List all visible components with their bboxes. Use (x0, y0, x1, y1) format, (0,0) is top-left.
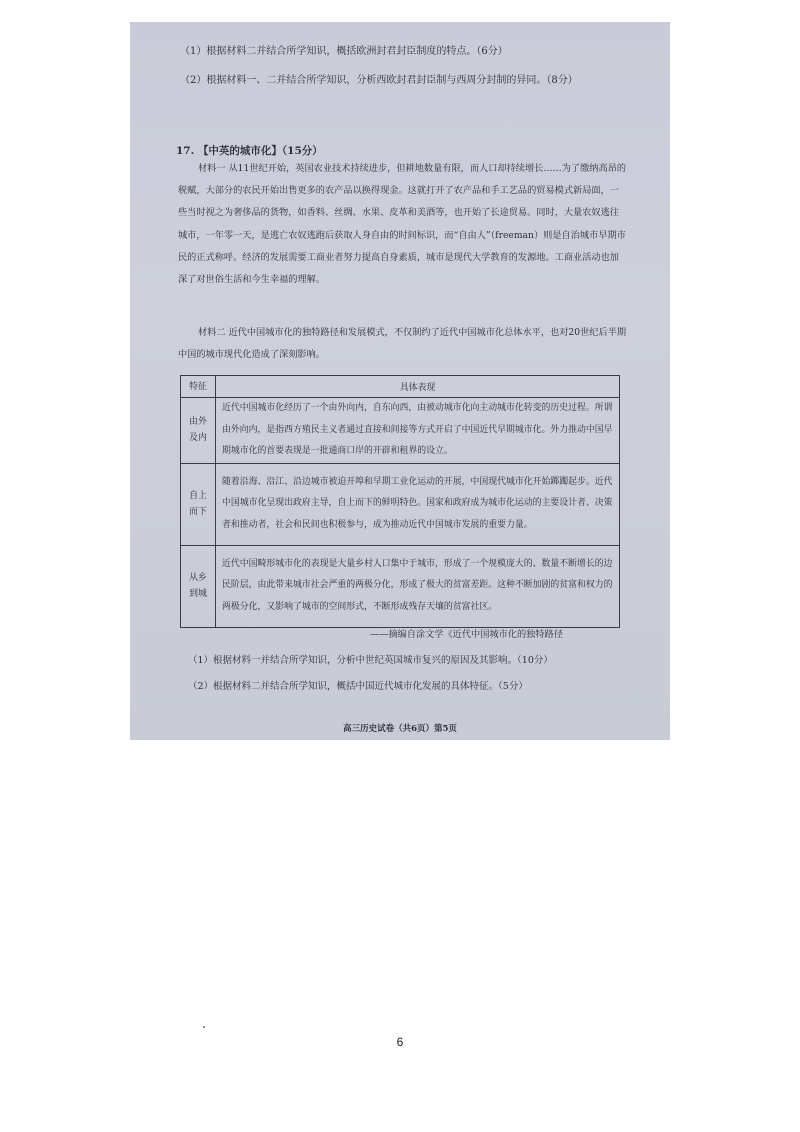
scanned-exam-page (130, 22, 670, 740)
material-one: 材料一 从11世纪开始，英国农业技术持续进步，但耕地数量有限，而人口却持续增长……为了缴纳高昂的税赋，大部分的农民开始出售更多的农产品以换得现金。这就打开了农产品和手工艺品的贸易模式新局面，一些当时视之为奢侈品的货物，如香料、丝绸、水果、皮革和美酒等，也开始了长途贸易。同时，大量农奴逃往城市，一年零一天，是逃亡农奴逃跑后获取人身自由的时间标识，而“自由人”（freeman）则是自治城市早期市民的正式称呼。经济的发展需要工商业者努力提高自身素质，城市是现代大学教育的发源地。工商业活动也加深了对世俗生活和今生幸福的理解。 (178, 163, 627, 286)
material-two: 材料二 近代中国城市化的独特路径和发展模式，不仅制约了近代中国城市化总体水平，也对20世纪后半期中国的城市现代化造成了深刻影响。 (178, 327, 627, 361)
scan-page-footer: 高三历史试卷（共6页）第5页 (343, 724, 457, 734)
page-number: 6 (396, 1035, 404, 1049)
table-header-row (181, 376, 620, 398)
question-title: 【中英的城市化】（15分） (197, 145, 323, 157)
material-source: ——摘编自涂文学《近代中国城市化的独特路径 (370, 629, 563, 640)
top-question-2: （2）根据材料一、二并结合所学知识，分析西欧封君封臣制与西周分封制的异同。（8分） (180, 75, 578, 86)
row-feature: 从乡到城 (181, 545, 216, 627)
row-feature: 由外及内 (181, 398, 216, 464)
table-row (181, 398, 620, 464)
question-17-heading (176, 143, 323, 158)
row-detail: 近代中国城市化经历了一个由外向内，自东向西，由被动城市化向主动城市化转变的历史过程。所谓由外向内，是指西方殖民主义者通过直接和间接等方式开启了中国近代早期城市化。外力推动中国早期城市化的首要表现是一批通商口岸的开辟和租界的设立。 (216, 398, 620, 464)
stray-mark (203, 1026, 205, 1028)
row-detail: 随着沿海、沿江、沿边城市被迫开埠和早期工业化运动的开展，中国现代城市化开始踯躅起步。近代中国城市化呈现出政府主导，自上而下的鲜明特色。国家和政府成为城市化运动的主要设计者、决策者和推动者，社会和民间也积极参与，成为推动近代中国城市发展的重要力量。 (216, 463, 620, 545)
row-detail: 近代中国畸形城市化的表现是大量乡村人口集中于城市，形成了一个规模庞大的、数量不断增长的边民阶层，由此带来城市社会严重的两极分化，形成了极大的贫富差距。这种不断加剧的贫富和权力的两极分化，又影响了城市的空间形式，不断形成残存天壤的贫富社区。 (216, 545, 620, 627)
top-question-1: （1）根据材料二并结合所学知识，概括欧洲封君封臣制度的特点。（6分） (180, 46, 508, 57)
table-header-feature: 特征 (181, 376, 216, 398)
row-feature: 自上而下 (181, 463, 216, 545)
table-row (181, 463, 620, 545)
features-table (180, 375, 620, 628)
table-header-detail: 具体表现 (216, 376, 620, 398)
sub-question-2: （2）根据材料二并结合所学知识，概括中国近代城市化发展的具体特征。（5分） (188, 681, 528, 692)
question-number: 17. (176, 145, 195, 157)
table-row (181, 545, 620, 627)
sub-question-1: （1）根据材料一并结合所学知识，分析中世纪英国城市复兴的原因及其影响。（10分） (188, 655, 553, 666)
